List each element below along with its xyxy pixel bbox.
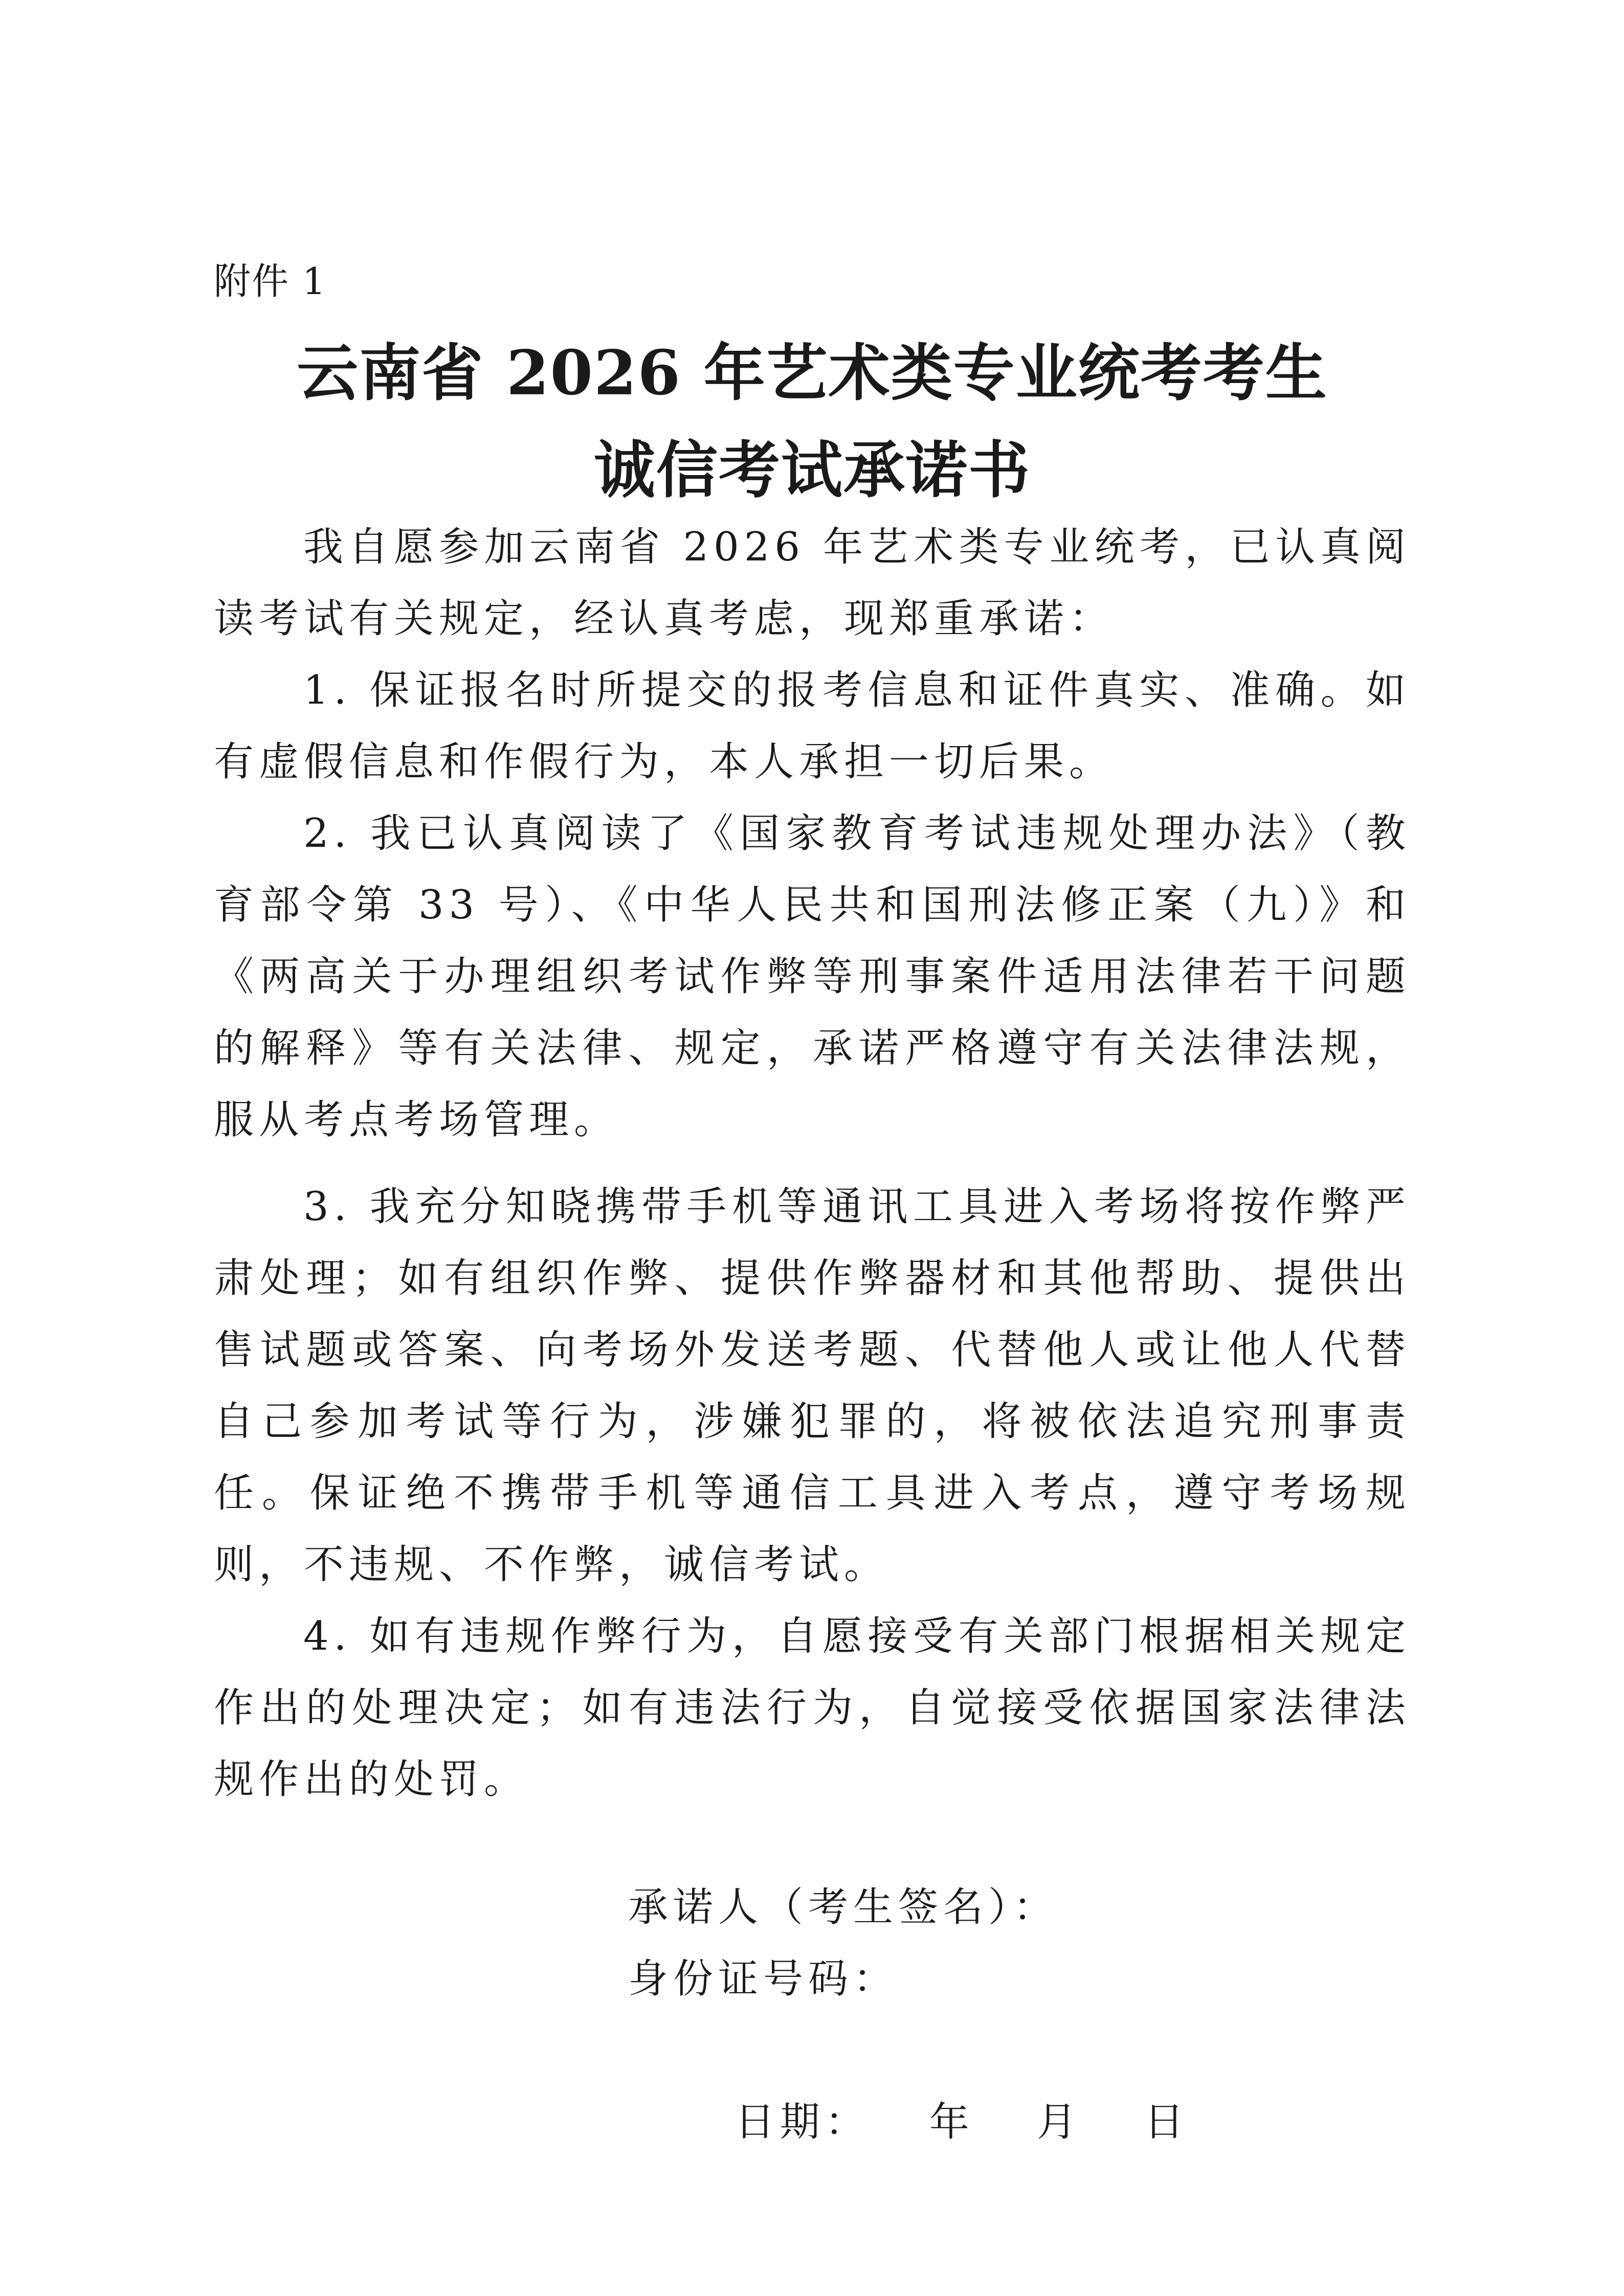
promisor-signature-field: 承诺人（考生签名）： [628, 1884, 1059, 1930]
date-field [628, 2015, 1189, 2145]
promise-item-3: 3. 我充分知晓携带手机等通讯工具进入考场将按作弊严肃处理；如有组织作弊、提供作弊器材和其他帮助、提供出售试题或答案、向考场外发送考题、代替他人或让他人代替自己参加考试等行为，涉嫌犯罪的，将被依法追究刑事责任。保证绝不携带手机等通信工具进入考点，遵守考场规则，不违规、不作弊，诚信考试。 [214, 1184, 1411, 1588]
intro-paragraph: 我自愿参加云南省 2026 年艺术类专业统考，已认真阅读考试有关规定，经认真考虑，现郑重承诺： [214, 524, 1411, 642]
promise-item-1: 1. 保证报名时所提交的报考信息和证件真实、准确。如有虚假信息和作假行为，本人承担一切后果。 [214, 667, 1411, 785]
attachment-label: 附件 1 [214, 260, 327, 303]
signature-block [628, 1872, 1189, 2145]
document-title-line-2: 诚信考试承诺书 [594, 434, 1031, 506]
day-label: 日 [1144, 2099, 1189, 2145]
date-label: 日期： [735, 2099, 870, 2145]
year-label: 年 [929, 2099, 974, 2145]
promise-item-4: 4. 如有违规作弊行为，自愿接受有关部门根据相关规定作出的处理决定；如有违法行为，自觉接受依据国家法律法规作出的处罚。 [214, 1613, 1411, 1803]
document-body [214, 511, 1411, 1815]
document-title-line-1: 云南省 2026 年艺术类专业统考考生 [297, 337, 1328, 409]
month-label: 月 [1036, 2099, 1082, 2145]
id-number-field: 身份证号码： [628, 1956, 899, 2002]
promise-item-2: 2. 我已认真阅读了《国家教育考试违规处理办法》（教育部令第 33 号）、《中华人民共和国刑法修正案（九）》和《两高关于办理组织考试作弊等刑事案件适用法律若干问题的解释》等有关法律、规定，承诺严格遵守有关法律法规，服从考点考场管理。 [214, 811, 1411, 1143]
